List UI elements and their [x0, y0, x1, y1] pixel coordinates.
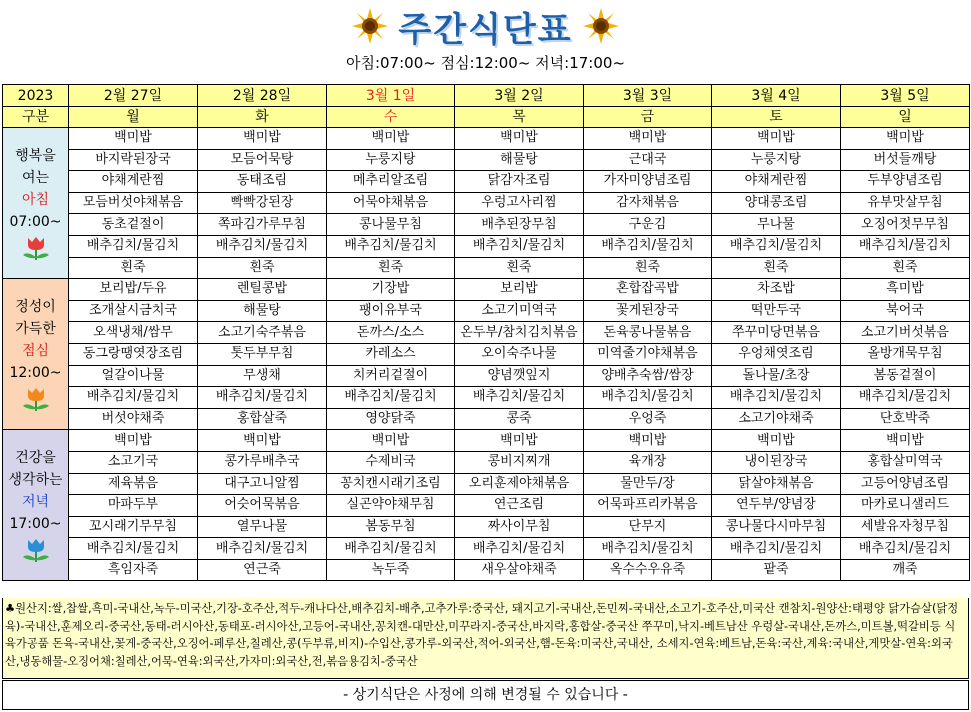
menu-item: 꽁치캔시래기조림 [327, 473, 455, 495]
menu-item: 오리훈제야채볶음 [455, 473, 584, 495]
menu-item: 흰죽 [455, 257, 584, 279]
menu-item: 유부맛살무침 [841, 192, 970, 214]
menu-item: 야채계란찜 [69, 171, 198, 193]
menu-item: 대구고니알찜 [198, 473, 327, 495]
menu-item: 홍합살죽 [198, 408, 327, 430]
menu-item: 누룽지탕 [712, 149, 841, 171]
date-cell: 3월 5일 [841, 85, 970, 107]
breakfast-row [3, 128, 970, 150]
lunch-row [3, 387, 970, 409]
menu-item: 모듬어묵탕 [198, 149, 327, 171]
menu-item: 톳두부무침 [198, 343, 327, 365]
menu-item: 백미밥 [455, 128, 584, 150]
dinner-row [3, 559, 970, 581]
meal-time: 17:00~ [9, 516, 62, 533]
menu-item: 콩죽 [455, 408, 584, 430]
weekday-cell: 화 [198, 107, 327, 128]
category-cell: 구분 [3, 107, 69, 128]
menu-item: 냉이된장국 [712, 451, 841, 473]
menu-item: 배추김치/물김치 [584, 387, 712, 409]
menu-item: 배추김치/물김치 [327, 235, 455, 257]
year-cell: 2023 [3, 85, 69, 107]
menu-item: 메추리알조림 [327, 171, 455, 193]
menu-item: 양배추숙쌈/쌈장 [584, 365, 712, 387]
menu-item: 배추김치/물김치 [198, 387, 327, 409]
menu-item: 배추김치/물김치 [712, 538, 841, 560]
menu-item: 떡만두국 [712, 300, 841, 322]
menu-item: 연두부/양념장 [712, 495, 841, 517]
menu-item: 배추김치/물김치 [198, 538, 327, 560]
menu-item: 배추김치/물김치 [327, 538, 455, 560]
title-row [0, 4, 971, 48]
menu-table [2, 84, 970, 581]
breakfast-row [3, 192, 970, 214]
menu-item: 돌나물/초장 [712, 365, 841, 387]
menu-item: 야채계란찜 [712, 171, 841, 193]
sun-icon [583, 8, 619, 44]
page-title: 주간식단표 [398, 9, 573, 50]
menu-item: 바지락된장국 [69, 149, 198, 171]
menu-item: 보리밥/두유 [69, 279, 198, 301]
menu-item: 소고기버섯볶음 [841, 322, 970, 344]
menu-item: 단무지 [584, 516, 712, 538]
menu-item: 콩나물무침 [327, 214, 455, 236]
menu-item: 짜사이무침 [455, 516, 584, 538]
menu-item: 차조밥 [712, 279, 841, 301]
weekday-cell: 목 [455, 107, 584, 128]
meal-name: 저녁 [21, 494, 50, 511]
menu-item: 무생채 [198, 365, 327, 387]
menu-item: 연근죽 [198, 559, 327, 581]
menu-item: 백미밥 [69, 430, 198, 452]
menu-item: 렌틸콩밥 [198, 279, 327, 301]
menu-item: 온두부/참치김치볶음 [455, 322, 584, 344]
menu-item: 배추김치/물김치 [455, 235, 584, 257]
menu-item: 백미밥 [198, 430, 327, 452]
meal-label-line: 행복을 [15, 148, 56, 165]
menu-item: 미역줄기야채볶음 [584, 343, 712, 365]
page-header [0, 0, 971, 84]
menu-item: 구운김 [584, 214, 712, 236]
menu-item: 카레소스 [327, 343, 455, 365]
menu-item: 배추김치/물김치 [841, 387, 970, 409]
meal-times: 아침:07:00~ 점심:12:00~ 저녁:17:00~ [345, 54, 626, 72]
menu-item: 버섯야채죽 [69, 408, 198, 430]
menu-item: 물만두/장 [584, 473, 712, 495]
meal-time: 12:00~ [9, 365, 62, 382]
menu-item: 마파두부 [69, 495, 198, 517]
breakfast-row [3, 235, 970, 257]
menu-item: 배추김치/물김치 [455, 538, 584, 560]
weekday-cell: 일 [841, 107, 970, 128]
lunch-row [3, 279, 970, 301]
menu-item: 백미밥 [198, 128, 327, 150]
menu-item: 흰죽 [584, 257, 712, 279]
breakfast-label-cell [3, 128, 69, 279]
menu-item: 올방개묵무침 [841, 343, 970, 365]
menu-item: 우렁고사리찜 [455, 192, 584, 214]
breakfast-row [3, 257, 970, 279]
menu-item: 백미밥 [455, 430, 584, 452]
menu-item: 조개살시금치국 [69, 300, 198, 322]
menu-item: 소고기미역국 [455, 300, 584, 322]
meal-label-line: 건강을 [15, 450, 56, 467]
menu-item: 봄동무침 [327, 516, 455, 538]
menu-item: 쪽파김가루무침 [198, 214, 327, 236]
menu-item: 어묵야채볶음 [327, 192, 455, 214]
menu-item: 배추김치/물김치 [69, 538, 198, 560]
menu-item: 소고기국 [69, 451, 198, 473]
menu-item: 얼갈이나물 [69, 365, 198, 387]
menu-item: 연근조림 [455, 495, 584, 517]
menu-item: 소고기야채죽 [712, 408, 841, 430]
menu-item: 배추김치/물김치 [712, 387, 841, 409]
dinner-label-cell [3, 430, 69, 581]
menu-item: 마카로니샐러드 [841, 495, 970, 517]
menu-item: 열무나물 [198, 516, 327, 538]
menu-item: 양대콩조림 [712, 192, 841, 214]
weekday-cell: 토 [712, 107, 841, 128]
lunch-row [3, 300, 970, 322]
menu-item: 근대국 [584, 149, 712, 171]
menu-item: 백미밥 [327, 128, 455, 150]
menu-item: 실곤약야채무침 [327, 495, 455, 517]
menu-item: 닭감자조림 [455, 171, 584, 193]
menu-item: 빡빡강된장 [198, 192, 327, 214]
menu-item: 흰죽 [841, 257, 970, 279]
menu-item: 흰죽 [198, 257, 327, 279]
date-cell: 3월 3일 [584, 85, 712, 107]
menu-item: 배추김치/물김치 [198, 235, 327, 257]
dinner-row [3, 451, 970, 473]
menu-item: 백미밥 [327, 430, 455, 452]
menu-item: 치커리겉절이 [327, 365, 455, 387]
menu-item: 배추김치/물김치 [327, 387, 455, 409]
menu-item: 배추김치/물김치 [584, 538, 712, 560]
menu-item: 쭈꾸미당면볶음 [712, 322, 841, 344]
menu-item: 배추김치/물김치 [69, 235, 198, 257]
tulip-icon [19, 235, 53, 261]
date-cell: 2월 27일 [69, 85, 198, 107]
weekday-cell: 금 [584, 107, 712, 128]
menu-item: 흑미밥 [841, 279, 970, 301]
dinner-row [3, 430, 970, 452]
menu-item: 단호박죽 [841, 408, 970, 430]
menu-item: 고등어양념조림 [841, 473, 970, 495]
lunch-row [3, 343, 970, 365]
tulip-icon [19, 537, 53, 563]
menu-item: 양념깻잎지 [455, 365, 584, 387]
menu-item: 배추김치/물김치 [584, 235, 712, 257]
menu-item: 누룽지탕 [327, 149, 455, 171]
menu-item: 우엉죽 [584, 408, 712, 430]
sun-icon [352, 8, 388, 44]
menu-item: 배추된장무침 [455, 214, 584, 236]
date-row [3, 85, 970, 107]
menu-item: 콩비지찌개 [455, 451, 584, 473]
origin-notice: ♣원산지:쌀,찹쌀,흑미-국내산,녹두-미국산,기장-호주산,적두-캐나다산,배추김치-배추,고추가루:중국산, 돼지고기-국내산,돈민찌-국내산,소고기-호주산,미국산 캔참치-원양산:태평양 닭가슴살(닭정육)-국내산,훈제오리-중국산,동태-러시아산,동태포-러시아산,고등어-국내산,꽁치캔-대만산,미꾸라지-중국산,바지락,홍합살-중국산 쭈꾸미,낙지-베트남산 우렁살-국내산,돈까스,미트볼,떡갈비등 식육가공품 돈육-국내산,꽃게-중국산,오징어-페루산,칠레산,콩(두부류,비지)-수입산,콩가루-외국산,적어-외국산,햄-돈육:미국산,국내산, 소세지-연육:베트남,돈육:국산,계육:국내산,게맛살-연육:외국산,냉동해물-오징어채:칠레산,어묵-연육:외국산,가자미:외국산,전,볶음용김치-중국산 [2, 598, 969, 679]
menu-item: 동태조림 [198, 171, 327, 193]
menu-item: 해물탕 [455, 149, 584, 171]
menu-item: 옥수수우유죽 [584, 559, 712, 581]
menu-item: 봄동겉절이 [841, 365, 970, 387]
menu-item: 팽이유부국 [327, 300, 455, 322]
dinner-row [3, 516, 970, 538]
menu-item: 영양닭죽 [327, 408, 455, 430]
menu-item: 흰죽 [712, 257, 841, 279]
menu-item: 백미밥 [712, 430, 841, 452]
menu-item: 수제비국 [327, 451, 455, 473]
breakfast-row [3, 149, 970, 171]
menu-item: 돈까스/소스 [327, 322, 455, 344]
menu-item: 버섯들깨탕 [841, 149, 970, 171]
menu-item: 동그랑땡엿장조림 [69, 343, 198, 365]
menu-item: 어묵파프리카볶음 [584, 495, 712, 517]
date-cell: 2월 28일 [198, 85, 327, 107]
menu-item: 돈육콩나물볶음 [584, 322, 712, 344]
menu-item: 보리밥 [455, 279, 584, 301]
menu-item: 흰죽 [327, 257, 455, 279]
menu-item: 동초겉절이 [69, 214, 198, 236]
meal-label-line: 정성이 [15, 299, 56, 316]
menu-item: 녹두죽 [327, 559, 455, 581]
menu-item: 우엉채엿조림 [712, 343, 841, 365]
menu-item: 오이숙주나물 [455, 343, 584, 365]
menu-item: 감자채볶음 [584, 192, 712, 214]
menu-item: 새우살야채죽 [455, 559, 584, 581]
meal-name: 점심 [21, 343, 50, 360]
lunch-row [3, 408, 970, 430]
menu-item: 제육볶음 [69, 473, 198, 495]
menu-item: 닭살야채볶음 [712, 473, 841, 495]
meal-label-line: 가득한 [15, 321, 56, 338]
menu-item: 홍합살미역국 [841, 451, 970, 473]
menu-item: 백미밥 [584, 128, 712, 150]
date-cell: 3월 1일 [327, 85, 455, 107]
menu-item: 배추김치/물김치 [841, 538, 970, 560]
menu-item: 백미밥 [69, 128, 198, 150]
menu-item: 육개장 [584, 451, 712, 473]
menu-item: 소고기숙주볶음 [198, 322, 327, 344]
date-cell: 3월 2일 [455, 85, 584, 107]
menu-item: 어슷어묵볶음 [198, 495, 327, 517]
menu-item: 혼합잡곡밥 [584, 279, 712, 301]
weekday-cell: 수 [327, 107, 455, 128]
menu-item: 배추김치/물김치 [69, 387, 198, 409]
menu-item: 오징어젓무무침 [841, 214, 970, 236]
menu-item: 백미밥 [584, 430, 712, 452]
dinner-row [3, 495, 970, 517]
menu-item: 가자미양념조림 [584, 171, 712, 193]
menu-item: 무나물 [712, 214, 841, 236]
breakfast-row [3, 171, 970, 193]
meal-label-line: 생각하는 [8, 472, 63, 489]
weekday-cell: 월 [69, 107, 198, 128]
menu-item: 흰죽 [69, 257, 198, 279]
meal-time: 07:00~ [9, 214, 62, 231]
menu-item: 북어국 [841, 300, 970, 322]
menu-item: 두부양념조림 [841, 171, 970, 193]
menu-item: 백미밥 [712, 128, 841, 150]
menu-item: 배추김치/물김치 [841, 235, 970, 257]
menu-item: 꼬시래기무무침 [69, 516, 198, 538]
menu-item: 콩나물다시마무침 [712, 516, 841, 538]
date-cell: 3월 4일 [712, 85, 841, 107]
lunch-row [3, 322, 970, 344]
menu-item: 백미밥 [841, 128, 970, 150]
dinner-row [3, 473, 970, 495]
menu-item: 팥죽 [712, 559, 841, 581]
menu-item: 세발유자청무침 [841, 516, 970, 538]
menu-item: 배추김치/물김치 [712, 235, 841, 257]
menu-item: 콩가루배추국 [198, 451, 327, 473]
lunch-label-cell [3, 279, 69, 430]
weekday-row [3, 107, 970, 128]
menu-item: 깨죽 [841, 559, 970, 581]
menu-item: 기장밥 [327, 279, 455, 301]
lunch-row [3, 365, 970, 387]
tulip-icon [19, 386, 53, 412]
menu-item: 모듬버섯야채볶음 [69, 192, 198, 214]
meal-name: 아침 [21, 192, 50, 209]
menu-item: 흑임자죽 [69, 559, 198, 581]
menu-item: 백미밥 [841, 430, 970, 452]
menu-item: 오색냉채/쌈무 [69, 322, 198, 344]
menu-item: 배추김치/물김치 [455, 387, 584, 409]
dinner-row [3, 538, 970, 560]
breakfast-row [3, 214, 970, 236]
menu-item: 꽃게된장국 [584, 300, 712, 322]
footer-notice: - 상기식단은 사정에 의해 변경될 수 있습니다 - [2, 680, 969, 710]
meal-label-line: 여는 [21, 170, 50, 187]
menu-item: 해물탕 [198, 300, 327, 322]
